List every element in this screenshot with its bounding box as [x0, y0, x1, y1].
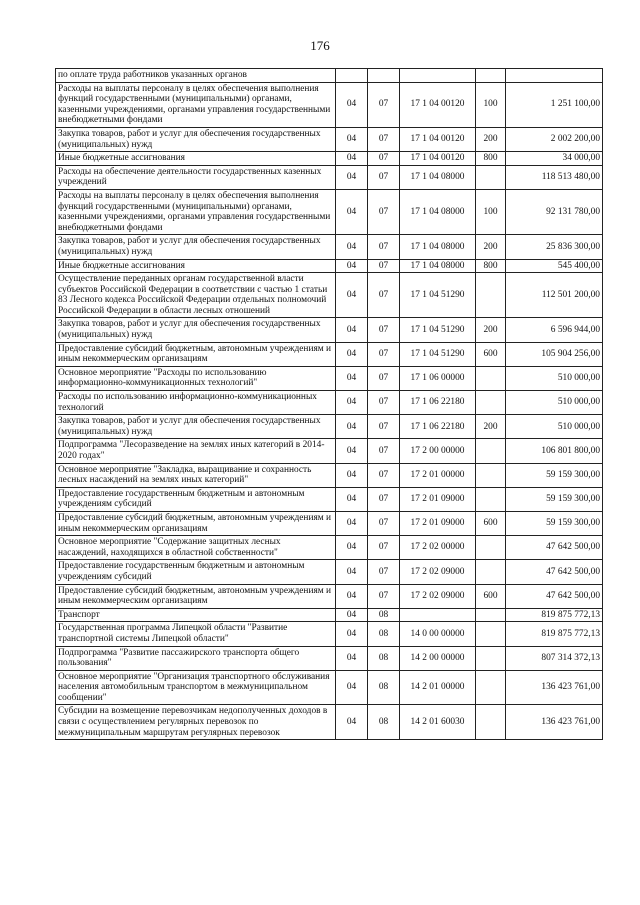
cell-type	[476, 536, 506, 560]
cell-name: Основное мероприятие "Закладка, выращивание и сохранность лесных насаждений на землях иных категорий"	[56, 463, 336, 487]
cell-name: Подпрограмма "Развитие пассажирского транспорта общего пользования"	[56, 646, 336, 670]
cell-type: 200	[476, 127, 506, 151]
cell-sub: 07	[368, 273, 400, 318]
cell-sum: 118 513 480,00	[506, 165, 603, 189]
table-row	[56, 259, 603, 273]
cell-name: по оплате труда работников указанных органов	[56, 69, 336, 83]
cell-sec: 04	[336, 670, 368, 705]
cell-sec: 04	[336, 318, 368, 342]
cell-sub: 08	[368, 646, 400, 670]
cell-sec: 04	[336, 584, 368, 608]
table-row	[56, 189, 603, 234]
cell-target: 17 1 04 08000	[400, 259, 476, 273]
cell-sub: 07	[368, 415, 400, 439]
cell-name: Осуществление переданных органам государственной власти субъектов Российской Федерации в соответствии с частью 1 статьи 83 Лесного кодекса Российской Федерации отдельных полномочий Российской Федерации в области лесных отношений	[56, 273, 336, 318]
cell-sec: 04	[336, 415, 368, 439]
cell-sec: 04	[336, 259, 368, 273]
cell-name: Закупка товаров, работ и услуг для обеспечения государственных (муниципальных) нужд	[56, 127, 336, 151]
table-row	[56, 705, 603, 740]
cell-target: 17 2 02 00000	[400, 536, 476, 560]
cell-sub: 07	[368, 235, 400, 259]
cell-sum: 92 131 780,00	[506, 189, 603, 234]
cell-sub: 07	[368, 127, 400, 151]
cell-sub: 08	[368, 705, 400, 740]
cell-name: Предоставление субсидий бюджетным, автономным учреждениям и иным некоммерческим организациям	[56, 584, 336, 608]
table-row	[56, 584, 603, 608]
cell-sub: 07	[368, 152, 400, 166]
cell-sub: 07	[368, 366, 400, 390]
page-number: 176	[310, 38, 330, 53]
budget-table	[55, 68, 603, 740]
cell-sum: 47 642 500,00	[506, 560, 603, 584]
cell-name: Предоставление субсидий бюджетным, автономным учреждениям и иным некоммерческим организациям	[56, 342, 336, 366]
cell-name: Расходы на выплаты персоналу в целях обеспечения выполнения функций государственными (муниципальными) органами, казенными учреждениями, органами управления государственными внебюджетными фондами	[56, 189, 336, 234]
cell-name: Закупка товаров, работ и услуг для обеспечения государственных (муниципальных) нужд	[56, 415, 336, 439]
cell-sum: 105 904 256,00	[506, 342, 603, 366]
cell-sum: 34 000,00	[506, 152, 603, 166]
cell-name: Основное мероприятие "Содержание защитных лесных насаждений, находящихся в областной собственности"	[56, 536, 336, 560]
cell-sub: 07	[368, 463, 400, 487]
cell-type	[476, 463, 506, 487]
table-row	[56, 646, 603, 670]
cell-name: Государственная программа Липецкой области "Развитие транспортной системы Липецкой области"	[56, 622, 336, 646]
cell-sum: 510 000,00	[506, 391, 603, 415]
cell-type: 600	[476, 342, 506, 366]
cell-sub: 07	[368, 487, 400, 511]
cell-target: 14 2 01 00000	[400, 670, 476, 705]
cell-name: Расходы на выплаты персоналу в целях обеспечения выполнения функций государственными (муниципальными) органами, казенными учреждениями, органами управления государственными внебюджетными фондами	[56, 82, 336, 127]
cell-name: Основное мероприятие "Расходы по использованию информационно-коммуникационных технологий"	[56, 366, 336, 390]
cell-sec: 04	[336, 273, 368, 318]
table-row	[56, 415, 603, 439]
table-row	[56, 608, 603, 622]
cell-sub: 07	[368, 318, 400, 342]
cell-sum: 545 400,00	[506, 259, 603, 273]
cell-sum: 510 000,00	[506, 415, 603, 439]
cell-sum: 2 002 200,00	[506, 127, 603, 151]
cell-sub: 07	[368, 82, 400, 127]
cell-sub: 07	[368, 259, 400, 273]
cell-sum: 136 423 761,00	[506, 705, 603, 740]
table-row	[56, 670, 603, 705]
cell-name: Закупка товаров, работ и услуг для обеспечения государственных (муниципальных) нужд	[56, 235, 336, 259]
cell-sub: 07	[368, 584, 400, 608]
cell-type: 200	[476, 415, 506, 439]
cell-name: Иные бюджетные ассигнования	[56, 259, 336, 273]
cell-sub: 07	[368, 560, 400, 584]
cell-sec: 04	[336, 536, 368, 560]
cell-type	[476, 439, 506, 463]
cell-sec	[336, 69, 368, 83]
cell-type	[476, 273, 506, 318]
cell-type: 200	[476, 318, 506, 342]
table-row	[56, 273, 603, 318]
cell-target: 17 1 04 00120	[400, 82, 476, 127]
cell-target: 14 2 01 60030	[400, 705, 476, 740]
cell-sec: 04	[336, 487, 368, 511]
cell-target: 17 2 01 09000	[400, 487, 476, 511]
cell-sub: 07	[368, 439, 400, 463]
cell-type	[476, 487, 506, 511]
table-row	[56, 560, 603, 584]
cell-sub: 08	[368, 670, 400, 705]
cell-sec: 04	[336, 511, 368, 535]
table-row	[56, 439, 603, 463]
table-row	[56, 235, 603, 259]
table-row	[56, 152, 603, 166]
cell-type	[476, 165, 506, 189]
cell-name: Предоставление государственным бюджетным и автономным учреждениям субсидий	[56, 487, 336, 511]
cell-sub: 07	[368, 511, 400, 535]
cell-sec: 04	[336, 82, 368, 127]
table-row	[56, 82, 603, 127]
cell-sec: 04	[336, 608, 368, 622]
cell-type: 100	[476, 189, 506, 234]
table-row	[56, 622, 603, 646]
cell-target: 17 1 04 08000	[400, 165, 476, 189]
cell-sec: 04	[336, 646, 368, 670]
table-row	[56, 463, 603, 487]
cell-target: 17 1 04 00120	[400, 127, 476, 151]
cell-sum: 136 423 761,00	[506, 670, 603, 705]
cell-type	[476, 391, 506, 415]
cell-sum	[506, 69, 603, 83]
cell-target: 17 1 06 00000	[400, 366, 476, 390]
table-row	[56, 391, 603, 415]
cell-type: 600	[476, 511, 506, 535]
cell-name: Субсидии на возмещение перевозчикам недополученных доходов в связи с осуществлением регулярных перевозок по межмуниципальным маршрутам регулярных перевозок	[56, 705, 336, 740]
table-row	[56, 536, 603, 560]
cell-sec: 04	[336, 439, 368, 463]
cell-sec: 04	[336, 127, 368, 151]
cell-type	[476, 705, 506, 740]
cell-sec: 04	[336, 560, 368, 584]
table-row	[56, 165, 603, 189]
cell-sub: 07	[368, 165, 400, 189]
cell-type: 800	[476, 259, 506, 273]
cell-sum: 819 875 772,13	[506, 608, 603, 622]
cell-sec: 04	[336, 342, 368, 366]
cell-target: 14 0 00 00000	[400, 622, 476, 646]
table-row	[56, 69, 603, 83]
cell-target: 17 2 01 09000	[400, 511, 476, 535]
cell-sum: 47 642 500,00	[506, 584, 603, 608]
cell-sum: 59 159 300,00	[506, 511, 603, 535]
cell-target: 17 2 02 09000	[400, 560, 476, 584]
cell-sub: 08	[368, 622, 400, 646]
cell-sec: 04	[336, 463, 368, 487]
cell-sum: 819 875 772,13	[506, 622, 603, 646]
table-row	[56, 342, 603, 366]
cell-type: 600	[476, 584, 506, 608]
cell-sec: 04	[336, 705, 368, 740]
cell-target: 17 2 00 00000	[400, 439, 476, 463]
cell-name: Подпрограмма "Лесоразведение на землях иных категорий в 2014-2020 годах"	[56, 439, 336, 463]
cell-target: 17 1 06 22180	[400, 391, 476, 415]
cell-type: 800	[476, 152, 506, 166]
cell-sub	[368, 69, 400, 83]
cell-sec: 04	[336, 189, 368, 234]
cell-type: 200	[476, 235, 506, 259]
cell-target: 17 1 04 00120	[400, 152, 476, 166]
table-row	[56, 318, 603, 342]
cell-target	[400, 69, 476, 83]
cell-target: 17 1 04 51290	[400, 342, 476, 366]
table-row	[56, 511, 603, 535]
cell-name: Расходы по использованию информационно-коммуникационных технологий	[56, 391, 336, 415]
table-row	[56, 127, 603, 151]
cell-name: Предоставление государственным бюджетным и автономным учреждениям субсидий	[56, 560, 336, 584]
cell-sum: 59 159 300,00	[506, 487, 603, 511]
cell-name: Предоставление субсидий бюджетным, автономным учреждениям и иным некоммерческим организациям	[56, 511, 336, 535]
cell-sum: 112 501 200,00	[506, 273, 603, 318]
table-row	[56, 487, 603, 511]
cell-sub: 08	[368, 608, 400, 622]
cell-target: 17 1 04 08000	[400, 235, 476, 259]
cell-target: 17 2 01 00000	[400, 463, 476, 487]
cell-sec: 04	[336, 152, 368, 166]
cell-sub: 07	[368, 342, 400, 366]
cell-type	[476, 622, 506, 646]
cell-sec: 04	[336, 622, 368, 646]
cell-sum: 6 596 944,00	[506, 318, 603, 342]
cell-name: Расходы на обеспечение деятельности государственных казенных учреждений	[56, 165, 336, 189]
cell-sec: 04	[336, 235, 368, 259]
cell-target: 17 1 04 51290	[400, 318, 476, 342]
cell-sec: 04	[336, 366, 368, 390]
cell-name: Транспорт	[56, 608, 336, 622]
table-row	[56, 366, 603, 390]
cell-sum: 1 251 100,00	[506, 82, 603, 127]
cell-target: 17 2 02 09000	[400, 584, 476, 608]
cell-name: Закупка товаров, работ и услуг для обеспечения государственных (муниципальных) нужд	[56, 318, 336, 342]
cell-target	[400, 608, 476, 622]
cell-sec: 04	[336, 165, 368, 189]
cell-sub: 07	[368, 189, 400, 234]
cell-target: 14 2 00 00000	[400, 646, 476, 670]
cell-type	[476, 670, 506, 705]
cell-type	[476, 560, 506, 584]
cell-sub: 07	[368, 536, 400, 560]
cell-target: 17 1 06 22180	[400, 415, 476, 439]
cell-target: 17 1 04 08000	[400, 189, 476, 234]
cell-target: 17 1 04 51290	[400, 273, 476, 318]
cell-sum: 47 642 500,00	[506, 536, 603, 560]
cell-name: Основное мероприятие "Организация транспортного обслуживания населения автомобильным транспортом в межмуниципальном сообщении"	[56, 670, 336, 705]
cell-sum: 807 314 372,13	[506, 646, 603, 670]
cell-sum: 25 836 300,00	[506, 235, 603, 259]
cell-sec: 04	[336, 391, 368, 415]
cell-type	[476, 366, 506, 390]
cell-sum: 59 159 300,00	[506, 463, 603, 487]
cell-type	[476, 69, 506, 83]
cell-name: Иные бюджетные ассигнования	[56, 152, 336, 166]
cell-sub: 07	[368, 391, 400, 415]
cell-sum: 510 000,00	[506, 366, 603, 390]
cell-type: 100	[476, 82, 506, 127]
cell-type	[476, 646, 506, 670]
cell-type	[476, 608, 506, 622]
cell-sum: 106 801 800,00	[506, 439, 603, 463]
table-body	[56, 69, 603, 740]
